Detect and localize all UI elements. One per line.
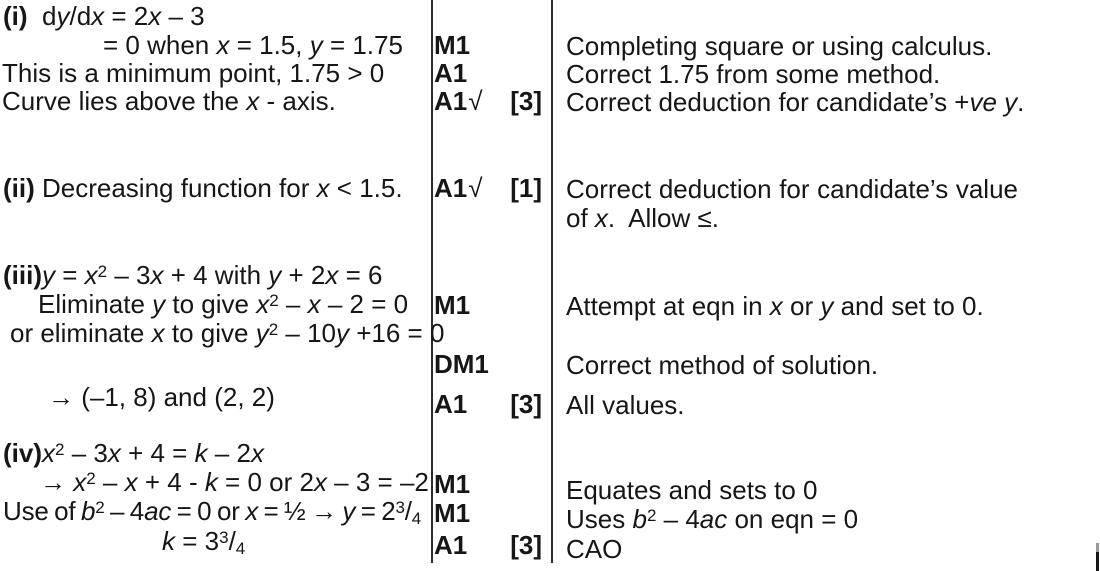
mark-code: M1 — [434, 290, 471, 320]
comment-line: Attempt at eqn in x or y and set to 0. — [566, 291, 984, 321]
comment-line: Correct deduction for candidate’s value — [566, 174, 1018, 204]
mark-code: DM1 — [434, 349, 489, 379]
text-caret-bar — [1096, 552, 1099, 571]
mark-code: A1 — [434, 58, 468, 88]
comment-line: of x. Allow ≤. — [566, 203, 720, 233]
work-line-iii-1: $(iii)y = x^2 - 3x + 4$ with y + 2x = 6 — [3, 260, 383, 290]
work-line-iv-3: Use of $b^2 - 4ac = 0$ or x = ½ → $y = 2^3/_4$ — [3, 496, 422, 528]
follow-through-tick: √ — [468, 173, 483, 203]
comment-line: CAO — [566, 534, 623, 564]
work-line-iii-3: or eliminate x to give $y^2 - 10y +16 = 0$ — [10, 318, 445, 348]
work-line-i-1: (i) dy/dx = 2x – 3 — [3, 1, 205, 31]
comment-line: Correct method of solution. — [566, 350, 879, 380]
text-caret-bar-tip — [1096, 543, 1099, 552]
section-total: [3] — [510, 530, 542, 560]
comment-line: Correct 1.75 from some method. — [566, 59, 941, 89]
mark-code: A1 — [434, 389, 468, 419]
work-line-iv-2: → $x^2 - x + 4 - k = 0$ or 2x – 3 = –2 — [40, 467, 429, 497]
work-line-iii-2: Eliminate y to give $x^2 - x - 2 = 0$ — [38, 289, 409, 319]
comment-line: Correct deduction for candidate’s +ve y. — [566, 87, 1025, 117]
mark-code: A1√ — [434, 86, 483, 116]
comment-line: All values. — [566, 390, 685, 420]
column-divider-marks — [431, 0, 433, 563]
section-total: [3] — [510, 389, 542, 419]
mark-code: M1 — [434, 30, 471, 60]
work-line-i-2: = 0 when x = 1.5, y = 1.75 — [103, 30, 403, 60]
column-divider-comments — [551, 0, 553, 563]
work-line-iv-4: $k = 3^3/_4$ — [162, 526, 246, 558]
work-line-i-4: Curve lies above the x - axis. — [2, 86, 336, 116]
work-line-iv-1: $(iv)x^2 - 3x + 4 = k - 2x$ — [3, 438, 264, 468]
mark-code: A1√ — [434, 173, 483, 203]
follow-through-tick: √ — [468, 86, 483, 116]
work-line-ii-1: (ii) Decreasing function for x < 1.5. — [3, 173, 403, 203]
mark-code: M1 — [434, 498, 471, 528]
work-line-i-3: This is a minimum point, 1.75 > 0 — [2, 58, 385, 88]
work-line-iii-4: → (–1, 8) and (2, 2) — [48, 382, 275, 412]
section-total: [3] — [510, 86, 542, 116]
mark-code: M1 — [434, 469, 471, 499]
comment-line: Uses $b^2 - 4ac$ on eqn = 0 — [566, 504, 859, 534]
section-total: [1] — [510, 173, 542, 203]
mark-code: A1 — [434, 530, 468, 560]
comment-line: Completing square or using calculus. — [566, 31, 993, 61]
comment-line: Equates and sets to 0 — [566, 475, 818, 505]
